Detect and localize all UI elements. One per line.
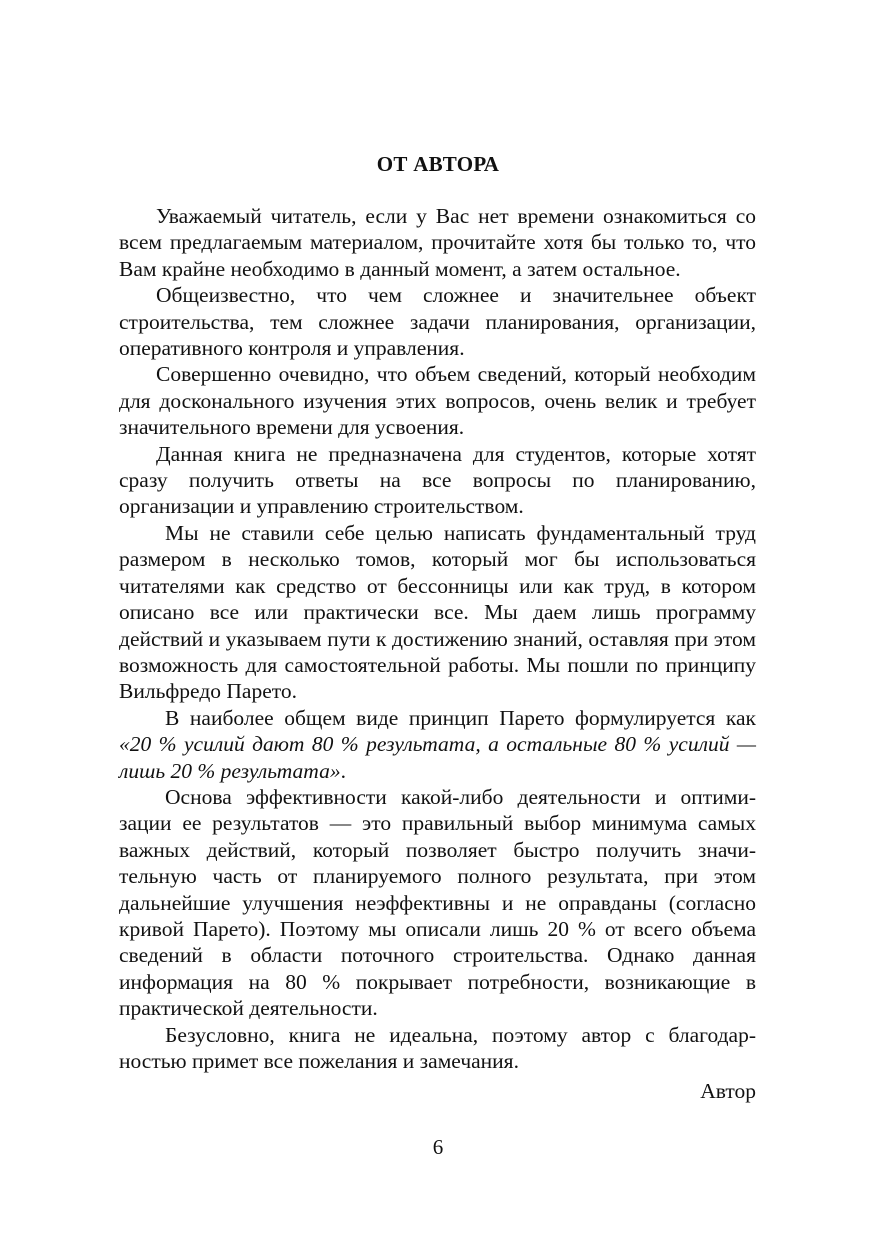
paragraph-3: Совершенно очевидно, что объем сведений, который необходим для досконального изучения этих вопросов, очень велик и требует значительного времени для усвоения. — [119, 362, 756, 440]
page-number: 6 — [432, 1135, 444, 1159]
paragraph-1: Уважаемый читатель, если у Вас нет времени ознакомиться со всем предлагаемым материалом, прочитайте хотя бы только то, что Вам крайне необходимо в данный момент, а затем остальное. — [119, 204, 756, 281]
paragraph-6-lead: В наиболее общем виде принцип Парето формулируется как — [165, 705, 756, 730]
paragraph-6-pareto-principle — [119, 705, 756, 784]
paragraph-6-tail: . — [340, 758, 346, 783]
paragraph-2: Общеизвестно, что чем сложнее и значительнее объект строительства, тем сложнее задачи планирования, организации, оперативного контроля и управления. — [119, 283, 756, 361]
author-signature: Автор — [700, 1079, 756, 1104]
paragraph-5: Мы не ставили себе целью написать фундаментальный труд размером в несколько томов, который мог бы использоваться читателями как средство от бессонницы или как труд, в котором описано все или практически все. Мы даем лишь программу действий и указываем пути к достижению знаний, оставляя при этом возможность для самостоятельной работы. Мы пошли по принципу Вильфредо Парето. — [119, 520, 756, 704]
body-text — [119, 203, 756, 1106]
pareto-quote: «20 % усилий дают 80 % результата, а остальные 80 % усилий — лишь 20 % результата» — [119, 732, 756, 783]
paragraph-4: Данная книга не предназначена для студентов, которые хотят сразу получить ответы на все вопросы по планированию, организации и управлению строительством. — [119, 441, 756, 519]
page-title: ОТ АВТОРА — [376, 152, 500, 176]
paragraph-8: Безусловно, книга не идеальна, поэтому автор с благодарностью примет все пожелания и замечания. — [119, 1022, 756, 1073]
paragraph-7: Основа эффективности какой-либо деятельности и оптимизации ее результатов — это правильный выбор минимума самых важных действий, который позволяет быстро получить значительную часть от планируемого полного результата, при этом дальнейшие улучшения неэффективны и не оправданы (согласно кривой Парето). Поэтому мы описали лишь 20 % от всего объема сведений в области поточного строительства. Однако данная информация на 80 % покрывает потребности, возникающие в практической деятельности. — [119, 784, 756, 1021]
